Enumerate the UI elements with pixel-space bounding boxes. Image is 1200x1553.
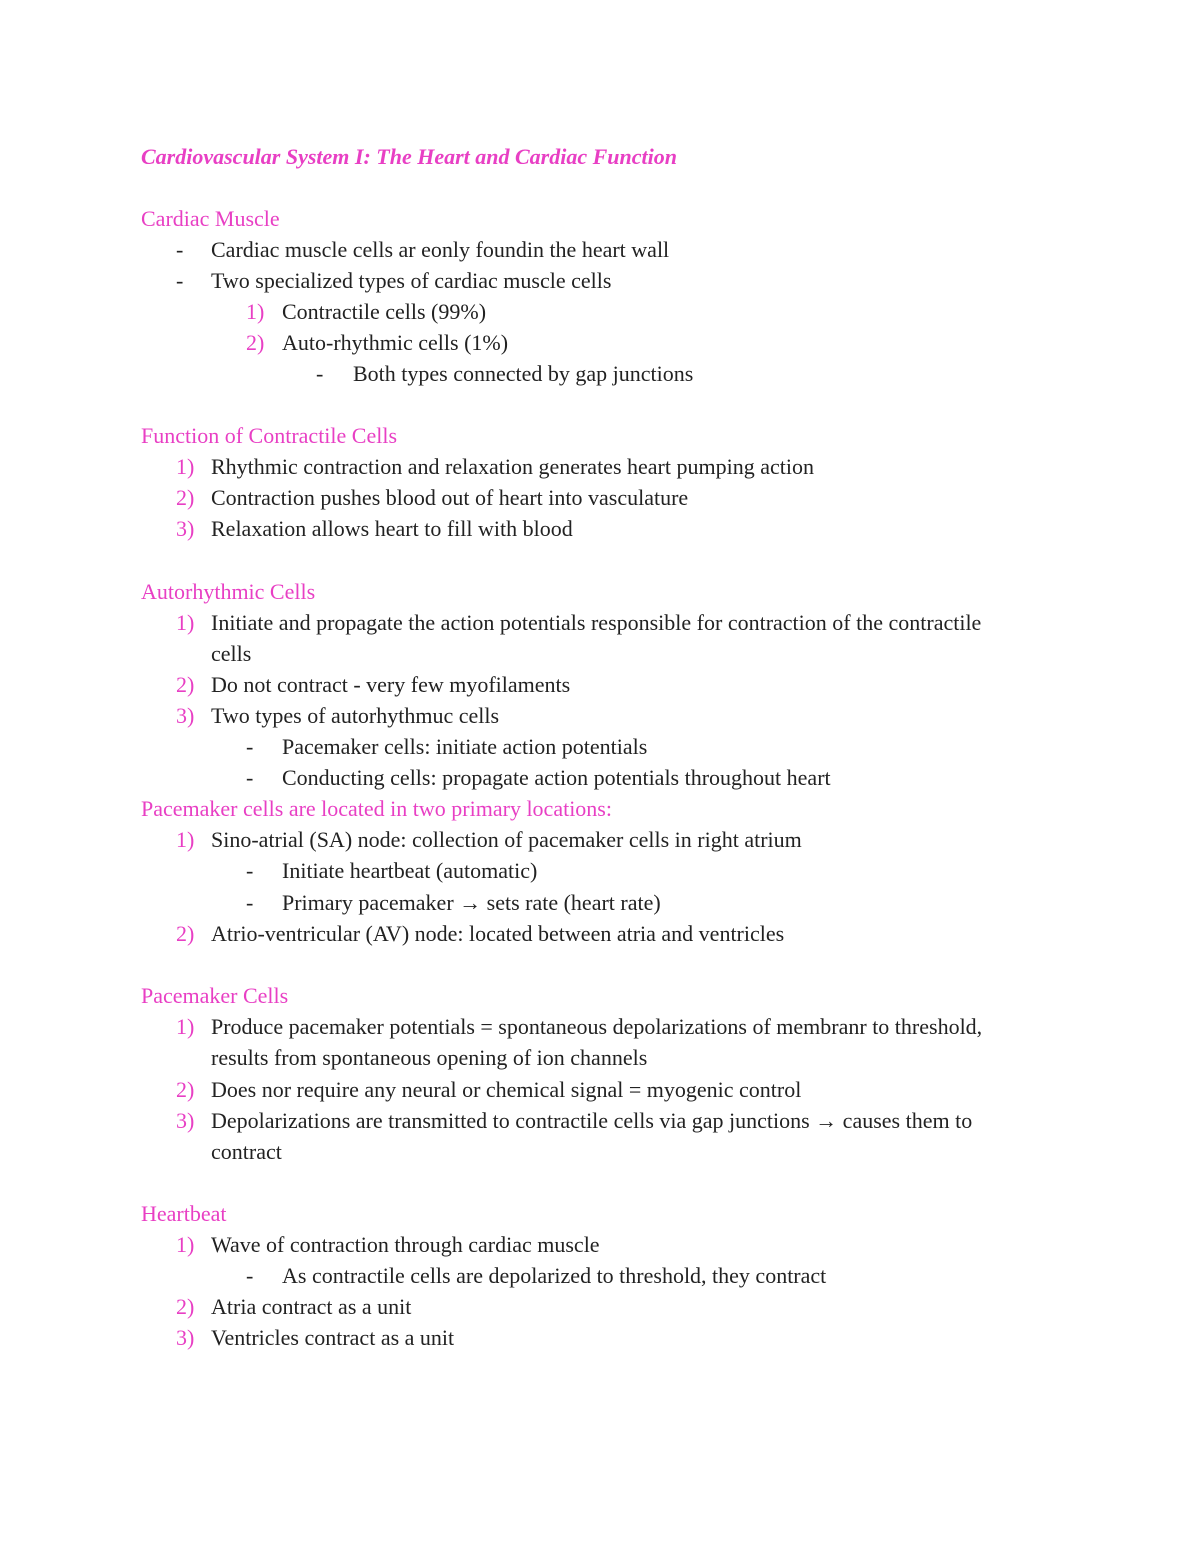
list-number: 2) — [176, 1077, 195, 1102]
list-item — [0, 1291, 1200, 1322]
list-item-text: Initiate heartbeat (automatic) — [282, 858, 538, 883]
list-number: 1) — [246, 299, 265, 324]
list-number: 2) — [176, 1294, 195, 1319]
list-item — [0, 762, 1200, 793]
list-item-text: Ventricles contract as a unit — [211, 1325, 455, 1350]
list-item-text: As contractile cells are depolarized to threshold, they contract — [282, 1263, 827, 1288]
list-item-text: Atrio-ventricular (AV) node: located between atria and ventricles — [211, 921, 785, 946]
list-item — [0, 1260, 1200, 1291]
list-item-text: Two specialized types of cardiac muscle cells — [211, 268, 612, 293]
document-title: Cardiovascular System I: The Heart and Cardiac Function — [141, 144, 677, 169]
list-item — [0, 824, 1200, 855]
list-item — [0, 265, 1200, 296]
list-number: 2) — [246, 330, 265, 355]
bullet-dash: - — [246, 1263, 254, 1288]
list-item — [0, 731, 1200, 762]
list-item — [0, 451, 1200, 482]
list-item-text: Auto-rhythmic cells (1%) — [282, 330, 509, 355]
bullet-dash: - — [176, 237, 184, 262]
section-heading-heartbeat: Heartbeat — [141, 1201, 227, 1226]
list-number: 3) — [176, 703, 195, 728]
section-heading-contractile: Function of Contractile Cells — [141, 423, 398, 448]
bullet-dash: - — [246, 734, 254, 759]
list-item — [0, 1011, 1200, 1042]
list-number: 3) — [176, 516, 195, 541]
list-item-text: Wave of contraction through cardiac muscle — [211, 1232, 600, 1257]
list-item — [0, 1322, 1200, 1353]
list-number: 1) — [176, 827, 195, 852]
list-item — [0, 358, 1200, 389]
list-item-text: Contractile cells (99%) — [282, 299, 487, 324]
list-item-text: Initiate and propagate the action potentials responsible for contraction of the contractile — [211, 610, 982, 635]
list-item — [0, 327, 1200, 358]
list-item — [0, 887, 1200, 918]
list-item — [0, 234, 1200, 265]
list-item-text: Does nor require any neural or chemical signal = myogenic control — [211, 1077, 802, 1102]
bullet-dash: - — [246, 890, 254, 915]
list-item-text: Both types connected by gap junctions — [353, 361, 694, 386]
list-item-text: Primary pacemaker → sets rate (heart rate) — [282, 890, 661, 915]
list-item — [0, 513, 1200, 544]
list-item-text: Relaxation allows heart to fill with blood — [211, 516, 573, 541]
list-item — [0, 1105, 1200, 1136]
list-item-text: Conducting cells: propagate action potentials throughout heart — [282, 765, 831, 790]
section-heading-locations: Pacemaker cells are located in two primary locations: — [141, 796, 612, 821]
list-item-text: Depolarizations are transmitted to contractile cells via gap junctions → causes them to — [211, 1108, 973, 1133]
list-item-text: results from spontaneous opening of ion channels — [211, 1045, 648, 1070]
bullet-dash: - — [176, 268, 184, 293]
list-item-text: Sino-atrial (SA) node: collection of pacemaker cells in right atrium — [211, 827, 802, 852]
list-item-text: Rhythmic contraction and relaxation generates heart pumping action — [211, 454, 814, 479]
list-number: 3) — [176, 1325, 195, 1350]
bullet-dash: - — [246, 765, 254, 790]
list-item-text: contract — [211, 1139, 282, 1164]
list-item-text: Produce pacemaker potentials = spontaneous depolarizations of membranr to threshold, — [211, 1014, 983, 1039]
list-item — [0, 918, 1200, 949]
list-item-text: Do not contract - very few myofilaments — [211, 672, 571, 697]
section-heading-pacemaker: Pacemaker Cells — [141, 983, 289, 1008]
list-item — [0, 700, 1200, 731]
bullet-dash: - — [316, 361, 324, 386]
list-item-text: Two types of autorhythmuc cells — [211, 703, 500, 728]
list-number: 1) — [176, 610, 195, 635]
list-item-text: Pacemaker cells: initiate action potentials — [282, 734, 648, 759]
list-item-continuation — [0, 638, 1200, 669]
list-number: 2) — [176, 672, 195, 697]
list-item — [0, 482, 1200, 513]
list-item — [0, 607, 1200, 638]
list-item — [0, 296, 1200, 327]
list-number: 1) — [176, 454, 195, 479]
list-number: 2) — [176, 485, 195, 510]
list-number: 1) — [176, 1232, 195, 1257]
list-item-continuation — [0, 1042, 1200, 1073]
list-item — [0, 1229, 1200, 1260]
section-heading-cardiac-muscle: Cardiac Muscle — [141, 206, 280, 231]
list-item — [0, 1074, 1200, 1105]
bullet-dash: - — [246, 858, 254, 883]
list-item-text: Cardiac muscle cells ar eonly foundin the heart wall — [211, 237, 670, 262]
list-item-text: cells — [211, 641, 252, 666]
list-item — [0, 855, 1200, 886]
list-number: 2) — [176, 921, 195, 946]
list-number: 1) — [176, 1014, 195, 1039]
list-item-text: Contraction pushes blood out of heart into vasculature — [211, 485, 689, 510]
list-number: 3) — [176, 1108, 195, 1133]
list-item-continuation — [0, 1136, 1200, 1167]
list-item-text: Atria contract as a unit — [211, 1294, 412, 1319]
list-item — [0, 669, 1200, 700]
section-heading-autorhythmic: Autorhythmic Cells — [141, 579, 316, 604]
